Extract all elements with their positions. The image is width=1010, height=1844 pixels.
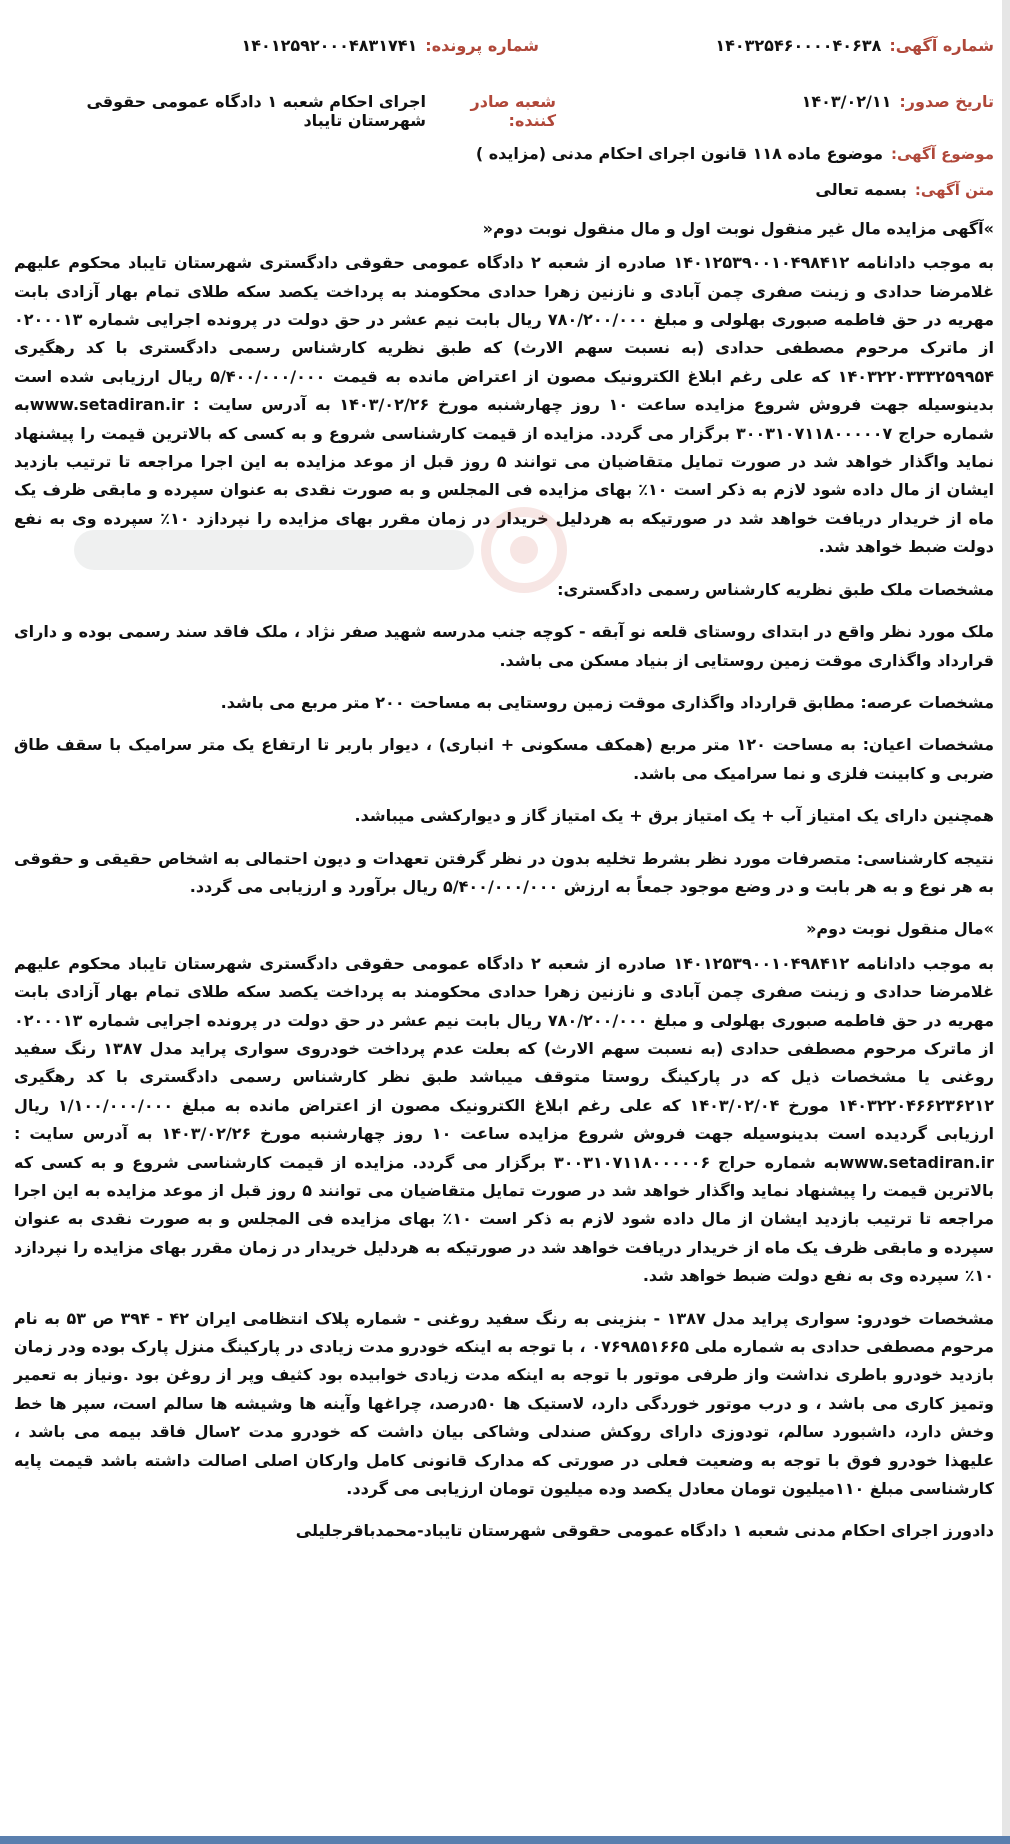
paragraph-land-spec: مشخصات عرصه: مطابق قرارداد واگذاری موقت زمین روستایی به مساحت ۲۰۰ متر مربع می باشد. (220, 692, 994, 712)
issue-date-row (802, 92, 994, 111)
notice-body (14, 140, 994, 1560)
issue-date: ۱۴۰۳/۰۲/۱۱ (801, 92, 892, 111)
issuer-row (14, 92, 556, 130)
text-intro: بسمه تعالی (815, 180, 907, 200)
bottom-bar (0, 1836, 1010, 1844)
paragraph-utilities: همچنین دارای یک امتیاز آب + یک امتیاز برق + یک امتیاز گاز و دیوارکشی میباشد. (354, 806, 994, 826)
paragraph-valuation-result: نتیجه کارشناسی: متصرفات مورد نظر بشرط تخلیه بدون در نظر گرفتن تعهدات و دیون احتمالی به اشخاص حقیقی و حقوقی به هر نوع و به هر بابت و در وضع موجود جمعاً به ارزش ۵/۴۰۰/۰۰۰/۰۰۰ ریال برآورد و ارزیابی می گردد. (14, 848, 994, 896)
issuer: اجرای احکام شعبه ۱ دادگاه عمومی حقوقی شهرستان تایباد (86, 92, 426, 130)
text-intro-row (14, 176, 994, 204)
paragraph-judgment-1: به موجب دادانامه ۱۴۰۱۲۵۳۹۰۰۱۰۴۹۸۴۱۲ صادره از شعبه ۲ دادگاه عمومی حقوقی دادگستری شهرستان تایباد محکوم علیهم غلامرضا حدادی و زینت صفری چمن آبادی و نازنین زهرا حدادی محکومند به پرداخت یکصد سکه طلای تمام بهار آزادی بابت مهریه در حق فاطمه صبوری بهلولی و مبلغ ۷۸۰/۲۰۰/۰۰۰ ریال بابت نیم عشر در حق دولت در پرونده اجرایی شماره ۰۲۰۰۰۱۳ از ماترک مرحوم مصطفی حدادی (به نسبت سهم الارث) که طبق نظریه کارشناس رسمی دادگستری با کد رهگیری ۱۴۰۳۲۲۰۳۳۳۲۵۹۹۵۴ که علی رغم ابلاغ الکترونیک مصون از اعتراض مانده به قیمت ۵/۴۰۰/۰۰۰/۰۰۰ ریال ارزیابی شده است بدینوسیله جهت فروش شروع مزایده ساعت ۱۰ روز چهارشنبه مورخ ۱۴۰۳/۰۲/۲۶ به آدرس سایت : www.setadiran.irبه شماره حراج ۳۰۰۳۱۰۷۱۱۸۰۰۰۰۰۷ برگزار می گردد. مزایده از قیمت کارشناسی شروع و به کسی که بالاترین قیمت را پیشنهاد نماید واگذار خواهد شد در صورت تمایل متقاضیان می توانند ۵ روز قبل از موعد مزایده به این اجرا مراجعه تا ترتیب بازدید ایشان از مال داده شود لازم به ذکر است ۱۰٪ بهای مزایده فی المجلس و به صورت نقدی به عنوان سپرده و مابقی ظرف یک ماه از خریدار دریافت خواهد شد در صورتیکه به هردلیل خریدار در زمان مقرر بهای مزایده را نپردازد ۱۰٪ سپرده وی به نفع دولت ضبط خواهد شد. (14, 253, 995, 557)
scrollbar[interactable] (1002, 0, 1010, 1844)
subject-label: موضوع آگهی: (890, 145, 994, 163)
case-number: ۱۴۰۱۲۵۹۲۰۰۰۴۸۳۱۷۴۱ (241, 36, 418, 55)
paragraph-property-location: ملک مورد نظر واقع در ابتدای روستای قلعه نو آبقه - کوچه جنب مدرسه شهید صفر نژاد ، ملک فاقد سند رسمی بوده و دارای قرارداد واگذاری موقت زمین روستایی از بنیاد مسکن می باشد. (14, 622, 994, 670)
text-label: متن آگهی: (914, 181, 994, 200)
signature: دادورز اجرای احکام مدنی شعبه ۱ دادگاه عمومی حقوقی شهرستان تایباد-محمدباقرجلیلی (295, 1521, 994, 1541)
case-number-row (242, 36, 539, 55)
paragraph-building-spec: مشخصات اعیان: به مساحت ۱۲۰ متر مربع (همکف مسکونی + انباری) ، دیوار باربر تا ارتفاع یک متر سرامیک با سقف طاق ضربی و کابینت فلزی و نما سرامیک می باشد. (14, 735, 995, 783)
case-number-label: شماره پرونده: (425, 36, 539, 55)
ad-number-label: شماره آگهی: (889, 36, 994, 55)
issuer-label: شعبه صادر کننده: (470, 92, 556, 130)
ad-number-row (715, 36, 994, 55)
paragraph-judgment-2: به موجب دادانامه ۱۴۰۱۲۵۳۹۰۰۱۰۴۹۸۴۱۲ صادره از شعبه ۲ دادگاه عمومی حقوقی دادگستری شهرستان تایباد محکوم علیهم غلامرضا حدادی و زینت صفری چمن آبادی و نازنین زهرا حدادی محکومند به پرداخت یکصد سکه طلای تمام بهار آزادی بابت مهریه در حق فاطمه صبوری بهلولی و مبلغ ۷۸۰/۲۰۰/۰۰۰ ریال بابت نیم عشر در حق دولت در پرونده اجرایی شماره ۰۲۰۰۰۱۳ از ماترک مرحوم مصطفی حدادی (به نسبت سهم الارث) که بعلت عدم پرداخت خودروی سواری پراید مدل ۱۳۸۷ رنگ سفید روغنی یا مشخصات ذیل که در پارکینگ روستا متوقف میباشد طبق نظر کارشناس رسمی دادگستری با کد رهگیری ۱۴۰۳۲۲۰۴۶۶۲۳۶۲۱۲ مورخ ۱۴۰۳/۰۲/۰۴ که علی رغم ابلاغ الکترونیک مصون از اعتراض مانده به مبلغ ۱/۱۰۰/۰۰۰/۰۰۰ ریال ارزیابی گردیده است بدینوسیله جهت فروش شروع مزایده ساعت ۱۰ روز چهارشنبه مورخ ۱۴۰۳/۰۲/۲۶ به آدرس سایت : www.setadiran.irبه شماره حراج ۳۰۰۳۱۰۷۱۱۸۰۰۰۰۰۶ برگزار می گردد. مزایده از قیمت کارشناسی شروع و به کسی که بالاترین قیمت را پیشنهاد نماید واگذار خواهد شد در صورت تمایل متقاضیان می توانند ۵ روز قبل از موعد مزایده به این اجرا مراجعه تا ترتیب بازدید ایشان از مال داده شود لازم به ذکر است ۱۰٪ بهای مزایده فی المجلس و به صورت نقدی به عنوان سپرده و مابقی ظرف یک ماه از خریدار دریافت خواهد شد در صورتیکه به هردلیل خریدار در زمان مقرر بهای مزایده را نپردازد ۱۰٪ سپرده وی به نفع دولت ضبط خواهد شد. (14, 953, 995, 1286)
title-auction: »آگهی مزایده مال غیر منقول نوبت اول و مال منقول نوبت دوم« (482, 218, 994, 238)
subject-row (14, 140, 994, 168)
notice-page (14, 0, 994, 1800)
subject-text: موضوع ماده ۱۱۸ قانون اجرای احکام مدنی (مزایده ) (475, 144, 883, 163)
paragraph-vehicle-spec: مشخصات خودرو: سواری پراید مدل ۱۳۸۷ - بنزینی به رنگ سفید روغنی - شماره پلاک انتظامی ایران ۴۲ - ۳۹۴ ص ۵۳ به نام مرحوم مصطفی حدادی به شماره ملی ۰۷۶۹۸۵۱۶۶۵ ، با توجه به اینکه خودرو مدت زیادی در پارکینگ منزل پارک بوده ودر زمان بازدید خودرو باطری نداشت واز طرفی موتور با توجه به اینکه مدت زیادی خوابیده بود کثیف وپر از روغن بود .ونیاز به تعمیر وتمیز کاری می باشد ، و درب موتور خوردگی دارد، لاستیک ها ۵۰درصد، چراغها وآینه ها وشیشه ها سالم است، سپر ها خط وخش دارد، داشبورد سالم، تودوزی دارای روکش صندلی وشاکی بیان داشت که خودرو مدت ۲سال فاقد بیمه می باشد ، علیهذا خودرو فوق با توجه به وضعیت فعلی در صورتی که مدارک قانونی کامل وارکان اصلی اصالت داشته باشد قیمت پایه کارشناسی مبلغ ۱۱۰میلیون تومان معادل یکصد وده میلیون تومان ارزیابی می گردد. (14, 1308, 995, 1499)
title-movable-property: »مال منقول نوبت دوم« (806, 919, 994, 939)
property-spec-heading: مشخصات ملک طبق نظریه کارشناس رسمی دادگستری: (557, 579, 994, 599)
issue-date-label: تاریخ صدور: (899, 92, 994, 111)
ad-number: ۱۴۰۳۲۵۴۶۰۰۰۰۴۰۶۳۸ (715, 36, 882, 55)
